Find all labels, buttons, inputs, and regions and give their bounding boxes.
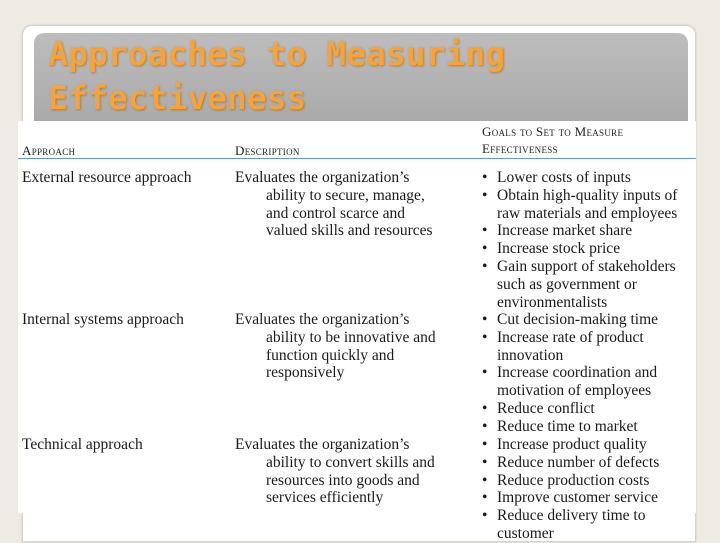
desc-line: ability to secure, manage, (266, 186, 425, 204)
desc-line: Evaluates the organization’s (235, 169, 410, 186)
goal-item (482, 489, 720, 507)
desc-line: resources into goods and (266, 471, 420, 489)
slide-title (48, 32, 668, 120)
goal-text: Increase market share (497, 222, 633, 240)
goal-text: raw materials and employees (497, 204, 678, 222)
row-technical-goals (482, 436, 720, 543)
title-line-1: Approaches to Measuring (48, 34, 505, 73)
row-technical-approach: Technical approach (22, 436, 143, 453)
goal-item (482, 222, 720, 240)
goal-item (482, 472, 720, 490)
goal-text: Reduce delivery time to (497, 507, 646, 525)
desc-line: valued skills and resources (266, 222, 433, 240)
goal-item (482, 240, 720, 258)
row-internal-goals (482, 311, 720, 436)
goal-text: Reduce production costs (497, 471, 650, 489)
desc-line: Evaluates the organization’s (235, 311, 410, 328)
row-internal-approach: Internal systems approach (22, 311, 184, 328)
desc-line: responsively (266, 364, 345, 382)
header-description: Description (235, 143, 300, 158)
goal-text: Increase coordination and (497, 364, 658, 382)
goal-item (482, 187, 720, 223)
goal-item (482, 418, 720, 436)
goal-item (482, 454, 720, 472)
desc-line: function quickly and (266, 346, 395, 364)
goal-item (482, 169, 720, 187)
row-internal-description (235, 311, 475, 382)
row-external-goals (482, 169, 720, 311)
header-rule (18, 158, 696, 159)
title-line-2: Effectiveness (48, 78, 307, 117)
desc-line: ability to convert skills and (266, 453, 435, 471)
goal-text: innovation (497, 346, 564, 364)
goal-item (482, 507, 720, 543)
goal-text: Increase rate of product (497, 328, 644, 346)
goal-text: Improve customer service (497, 489, 658, 507)
goal-text: Increase product quality (497, 436, 647, 453)
desc-line: services efficiently (266, 489, 384, 507)
goal-text: Obtain high-quality inputs of (497, 186, 678, 204)
goal-text: Gain support of stakeholders (497, 257, 676, 275)
goal-text: environmentalists (497, 293, 608, 311)
goal-text: Reduce number of defects (497, 453, 660, 471)
header-goals-line-2: Effectiveness (482, 141, 558, 156)
header-goals (482, 123, 692, 157)
desc-line: ability to be innovative and (266, 328, 436, 346)
goal-text: such as government or (497, 275, 637, 293)
header-approach: Approach (22, 143, 76, 158)
desc-line: and control scarce and (266, 204, 406, 222)
goal-text: Increase stock price (497, 240, 621, 258)
goal-item (482, 364, 720, 400)
goal-item (482, 258, 720, 311)
goal-item (482, 400, 720, 418)
goal-text: Reduce time to market (497, 417, 638, 435)
row-external-description (235, 169, 475, 240)
row-technical-description (235, 436, 475, 507)
goal-text: motivation of employees (497, 382, 652, 400)
header-goals-line-1: Goals to Set to Measure (482, 124, 624, 139)
goal-text: Lower costs of inputs (497, 169, 631, 186)
goal-text: Reduce conflict (497, 399, 595, 417)
goal-item (482, 329, 720, 365)
row-external-approach: External resource approach (22, 169, 192, 186)
desc-line: Evaluates the organization’s (235, 436, 410, 453)
goal-item (482, 311, 720, 329)
goal-text: Cut decision-making time (497, 311, 659, 328)
goal-item (482, 436, 720, 454)
goal-text: customer (497, 524, 554, 542)
